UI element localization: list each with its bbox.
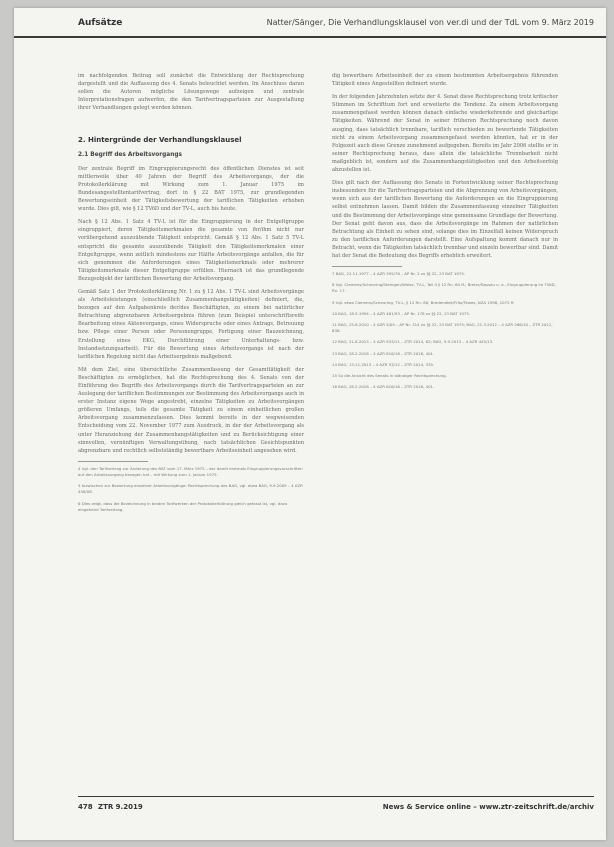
footnote: 8 Vgl. Clemens/Scheuring/Steingen/Wiese, TV-L, Teil II § 12 Rn. 60 ff.; Breier/Dassau u. a., Eingruppierung im TVöD, Rn. 17. bbox=[332, 282, 556, 294]
footnote: 9 Vgl. etwa Clemens/Scheuring, TV-L, § 12 Rn. 80; Bredendiek/Fritz/Tewes, NZA 1998, 1072 ff. bbox=[332, 299, 515, 305]
footnote: 6 Dies zeigt, dass die Bezeichnung in beiden Tarifwerken der Protokollerklärung gleich gefasst ist, vgl. dazu eingehend Tarifvertrag. bbox=[78, 500, 288, 512]
footnote-divider bbox=[332, 266, 402, 267]
page-number: 478 bbox=[78, 803, 93, 811]
footnote: 16 BAG, 28.2.2018 – 4 AZR 816/16 – ZTR 2018, 401. bbox=[332, 384, 435, 390]
footnote: 10 BAG, 18.5.1994 – 4 AZR 461/93 – AP Nr. 178 zu §§ 22, 23 BAT 1975. bbox=[332, 310, 471, 316]
page-footer bbox=[78, 796, 594, 811]
body-paragraph: Mit dem Ziel, eine übersichtliche Zusammenfassung der Gesamttätigkeit der Beschäftigten zu ermöglichen, hat die Rechtsprechung des 4. Senats von der Einführung des Begriffs des Arbeitsvorgangs durch die Tarifvertragsparteien an zur Auslegung der tariflichen Bestimmungen zur Bestimmung des Arbeitsvorgangs auch in erster Instanz eigene Wege angestrebt, einzelne Tätigkeiten zu Arbeitsvorgängen größeren Umfangs, teils die gesamte Tätigkeit zu einem einheitlichen großen Arbeitsvorgang zusammenzufassen. Dies kommt bereits in der wegweisenden Entscheidung vom 22. November 1977 zum Ausdruck, in der der Arbeitsvorgang als unter Heranziehung der Zusammenhangstätigkeiten und zu Berücksichtigung einer sinnvollen, vernünftigen Verwaltungsübung, nach tatsächlichen Gesichtspunkten abgrenzbare und rechtlich selbstständig bewertbare Arbeitseinheit angesehen wird. bbox=[78, 366, 304, 454]
body-paragraph: dig bewertbare Arbeitseinheit der zu einem bestimmten Arbeitsergebnis führenden Tätigkeit eines Angestellten definiert wurde. bbox=[332, 73, 558, 88]
body-paragraph: Gemäß Satz 1 der Protokollerklärung Nr. 1 zu § 12 Abs. 1 TV-L sind Arbeitsvorgänge als Arbeitsleistungen (einschließlich Zusammenhangstätigkeiten) definiert, die, bezogen auf den Aufgabenkreis der/des Beschäftigten, zu einem bei natürlicher Betrachtung abgrenzbaren Arbeitsergebnis führen (zum Beispiel unterschriftsreife Bearbeitung eines Aktenvorgangs, eines Widerspruchs oder eines Antrags, Betreuung bzw. Pflege einer Person oder Personengruppe, Fertigung einer Bauzeichnung, Erstellung eines EKG, Durchführung einer Unterhaltungs- bzw. Instandsetzungsarbeit). Für die Bewertung eines Arbeitsvorgangs ist nach der tariflichen Regelung nicht das Arbeitsergebnis maßgebend. bbox=[78, 288, 304, 360]
footnote: 7 BAG, 22.11.1977 – 4 AZR 395/76 – AP Nr. 2 zu §§ 22, 23 BAT 1975. bbox=[332, 271, 466, 277]
right-column bbox=[332, 72, 558, 396]
page-header bbox=[14, 8, 606, 38]
body-paragraph: Nach § 12 Abs. 1 Satz 4 TV-L ist für die Eingruppierung in der Entgeltgruppe eingruppiert, deren Tätigkeitsmerkmalen die gesamte von ihr/ihm nicht nur vorübergehend auszuübende Tätigkeit entspricht. Gemäß § 12 Abs. 1 Satz 5 TV-L entspricht die gesamte auszuübende Tätigkeit den Tätigkeitsmerkmalen einer Entgeltgruppe, wenn zeitlich mindestens zur Hälfte Arbeitsvorgänge anfallen, die für sich genommen die Anforderungen eines Tätigkeitsmerkmals oder mehrerer Tätigkeitsmerkmale dieser Entgeltgruppe erfüllen. Hiernach ist das grundlegende Bezugsobjekt der tariflichen Bewertung der Arbeitsvorgang. bbox=[78, 219, 304, 282]
running-title: Natter/Sänger, Die Verhandlungsklausel von ver.di und der TdL vom 9. März 2019 bbox=[266, 18, 594, 27]
footnote: 11 BAG, 25.8.2010 – 4 AZR 5/09 – AP Nr. 314 zu §§ 22, 23 BAT 1975; BAG, 21.3.2012 – 4 AZR 266/10 – ZTR 2012, 638. bbox=[332, 322, 553, 334]
footnote: 12 BAG, 21.8.2013 – 4 AZR 933/11 – ZTR 2014, 82; BAG, 9.9.2015 – 4 AZR 445/13. bbox=[332, 339, 494, 345]
journal-issue: ZTR 9.2019 bbox=[98, 803, 143, 811]
body-paragraph: Der zentrale Begriff im Eingruppierungsrecht des öffentlichen Dienstes ist seit mittlerweile über 40 Jahren der Begriff des Arbeitsvorgangs, der die Protokollerklärung mit Wirkung zum 1. Januar 1975 im Bundesangestelltentarifvertrag, dort in § 22 BAT 1975, zur grundlegenden Bewertungseinheit der Tätigkeitsbewertung der tariflichen Tätigkeiten erhoben wurde. Dies gilt, wie § 12 TVöD und der TV-L, auch bis heute. bbox=[78, 165, 304, 213]
footnote: 13 BAG, 28.2.2018 – 4 AZR 816/16 – ZTR 2018, 401. bbox=[332, 350, 435, 356]
subsection-heading: 2.1 Begriff des Arbeitsvorgangs bbox=[78, 151, 182, 158]
footnote: 5 Inzwischen zur Bewertung einzelner Arbeitsvorgänge: Rechtsprechung des BAG, vgl. etwa BAG, 9.9.2009 – 4 AZR 458/08. bbox=[78, 483, 303, 495]
footnote: 15 So die Ansicht des Senats in ständiger Rechtsprechung. bbox=[332, 373, 447, 379]
body-paragraph: In der folgenden Jahrzehnten setzte der 4. Senat diese Rechtsprechung trotz kritischer Stimmen im Schrifttum fort und erweiterte die Tendenz. Zu einem Arbeitsvorgang zusammengefasst werden können danach einfache wiederkehrende und gleichartige Tätigkeiten. Während der Senat in seiner früheren Rechtsprechung noch davon ausging, dass tatsächlich trennbare, tariflich verschieden zu bewertende Tätigkeiten nicht zu einem Arbeitsvorgang zusammengefasst werden könnten, hat er in der Folgezeit auch diese Grenze zunehmend aufgegeben. Bereits im Jahr 2006 stellte er in seiner Rechtsprechung heraus, dass allein die tatsächliche Trennbarkeit nicht maßgeblich ist, sondern auf die Zusammenhangstätigkeiten und den Arbeitserfolg abzustellen ist. bbox=[332, 94, 558, 174]
footnote: 4 Vgl. den Tarifvertrag zur Änderung des BAT vom 17. März 1975 – der damit erstmals Eingruppierungsvorschriften auf den Arbeitsvorgang bezogen hat – mit Wirkung zum 1. Januar 1975. bbox=[78, 465, 303, 478]
document-page bbox=[14, 8, 606, 840]
left-column bbox=[78, 72, 304, 518]
body-paragraph: Dies gilt nach der Auffassung des Senats in Fortentwicklung seiner Rechtsprechung insbesondere für die Tarifvertragsparteien und die Abgrenzung von Arbeitsvorgängen, wenn sich aus der tariflichen Bewertung die Anforderungen an die Eingruppierung selbst entnehmen lassen. Damit bilden die Zusammenfassung einzelner Tätigkeiten und die Bestimmung der Arbeitsvorgänge eine gemeinsame Grundlage der Bewertung. Der Senat geht davon aus, dass die Arbeitsvorgänge im Rahmen der natürlichen Betrachtung als Einheit zu sehen sind, solange dies im Einzelfall keinen Widerspruch zu den tariflichen Anforderungen darstellt. Eine Aufspaltung kommt danach nur in Betracht, wenn die Tätigkeiten tatsächlich trennbar und einzeln bewertbar sind. Damit hat der Senat die Bedeutung des Begriffs erheblich erweitert. bbox=[332, 180, 558, 259]
footnote: 14 BAG, 13.11.2013 – 4 AZR 53/12 – ZTR 2014, 335. bbox=[332, 361, 435, 367]
section-label: Aufsätze bbox=[78, 18, 123, 28]
footer-link: News & Service online – www.ztr-zeitschrift.de/archiv bbox=[382, 803, 594, 811]
footnote-divider bbox=[78, 461, 148, 462]
section-heading: 2. Hintergründe der Verhandlungsklausel bbox=[78, 136, 242, 145]
intro-paragraph: im nachfolgenden Beitrag soll zunächst die Entwicklung der Rechtsprechung dargestellt und die Auffassung des 4. Senats beleuchtet werden. Im Anschluss daran sollen die Autoren mögliche Lösungswege aufzeigen und zentrale Interpretationsfragen aufwerfen, die den Tarifvertragsparteien zur Ausgestaltung ihrer Verhandlungen gelegt werden können. bbox=[78, 73, 304, 112]
